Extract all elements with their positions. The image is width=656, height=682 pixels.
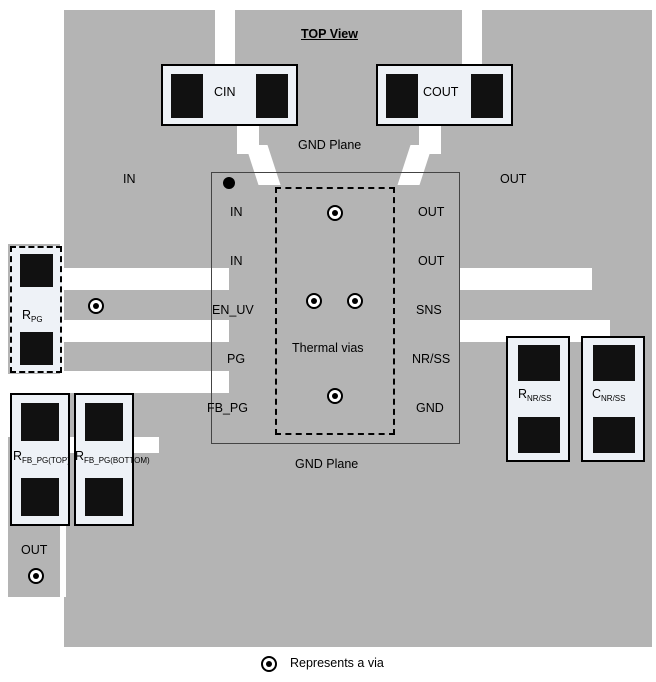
cnr-ss-refdes <box>592 387 625 401</box>
copper-pg <box>76 342 229 371</box>
via-out-bottom <box>28 568 44 584</box>
rpg-base: R <box>22 308 32 322</box>
cnr-ss-pad-top <box>593 345 635 381</box>
top-outside-white <box>0 0 656 10</box>
thermal-via-4 <box>327 388 343 404</box>
cnr-ss-pad-bottom <box>593 417 635 453</box>
cnr-ss-sub: NR/SS <box>601 394 626 403</box>
pin-one-marker <box>223 177 235 189</box>
rfb-pg-top-refdes <box>13 449 70 463</box>
thermal-via-1 <box>327 205 343 221</box>
ic-pin-left-4: FB_PG <box>207 401 248 415</box>
trace-left-lower <box>64 320 229 342</box>
rnr-ss-sub: NR/SS <box>527 394 552 403</box>
rnr-ss-base: R <box>518 387 528 401</box>
rpg-sub: PG <box>31 315 43 324</box>
trace-out-top <box>462 10 482 70</box>
cout-label: COUT <box>423 85 459 99</box>
net-label-out: OUT <box>500 172 527 186</box>
trace-left-fb <box>64 371 229 393</box>
rfb-pg-bottom-pad-top <box>85 403 123 441</box>
copper-sns <box>460 290 592 320</box>
thermal-via-3 <box>347 293 363 309</box>
ic-pin-left-3: PG <box>227 352 246 366</box>
ic-pin-right-3: NR/SS <box>412 352 451 366</box>
cin-pad-right <box>256 74 288 118</box>
ic-pin-right-1: OUT <box>418 254 445 268</box>
rpg-pad-top <box>20 254 53 287</box>
legend-via-icon <box>261 656 277 672</box>
ic-pin-left-2: EN_UV <box>212 303 254 317</box>
rfb-pg-bottom-pad-bottom <box>85 478 123 516</box>
out-pad-label: OUT <box>21 543 48 557</box>
rfb-pg-top-base: R <box>13 449 23 463</box>
rpg-refdes <box>22 308 43 322</box>
ic-pin-right-0: OUT <box>418 205 445 219</box>
ic-pin-left-1: IN <box>230 254 243 268</box>
net-label-in: IN <box>123 172 136 186</box>
thermal-vias-label: Thermal vias <box>292 341 364 355</box>
right-outside-white <box>652 0 656 682</box>
gnd-plane-bottom-label: GND Plane <box>295 457 359 471</box>
rnr-ss-refdes <box>518 387 551 401</box>
rfb-pg-top-sub: FB_PG(TOP) <box>22 456 70 465</box>
cout-pad-left <box>386 74 418 118</box>
thermal-via-2 <box>306 293 322 309</box>
legend-label: Represents a via <box>290 656 384 670</box>
rfb-pg-bottom-sub: FB_PG(BOTTOM) <box>84 456 150 465</box>
rfb-pg-bottom-refdes <box>75 449 150 463</box>
ic-pin-left-0: IN <box>230 205 243 219</box>
rnr-ss-pad-top <box>518 345 560 381</box>
rfb-pg-top-pad-bottom <box>21 478 59 516</box>
rfb-pg-bottom-base: R <box>75 449 85 463</box>
cnr-ss-base: C <box>592 387 602 401</box>
trace-in-top <box>215 10 235 70</box>
via-en-uv <box>88 298 104 314</box>
trace-right-sns <box>460 268 592 290</box>
gnd-plane-top-label: GND Plane <box>298 138 362 152</box>
rnr-ss-pad-bottom <box>518 417 560 453</box>
ic-pin-right-4: GND <box>416 401 444 415</box>
cin-label: CIN <box>214 85 236 99</box>
trace-left-upper <box>64 268 229 290</box>
rpg-pad-bottom <box>20 332 53 365</box>
cout-pad-right <box>471 74 503 118</box>
page-title: TOP View <box>301 27 358 41</box>
rfb-pg-top-pad-top <box>21 403 59 441</box>
cin-pad-left <box>171 74 203 118</box>
ic-pin-right-2: SNS <box>416 303 442 317</box>
